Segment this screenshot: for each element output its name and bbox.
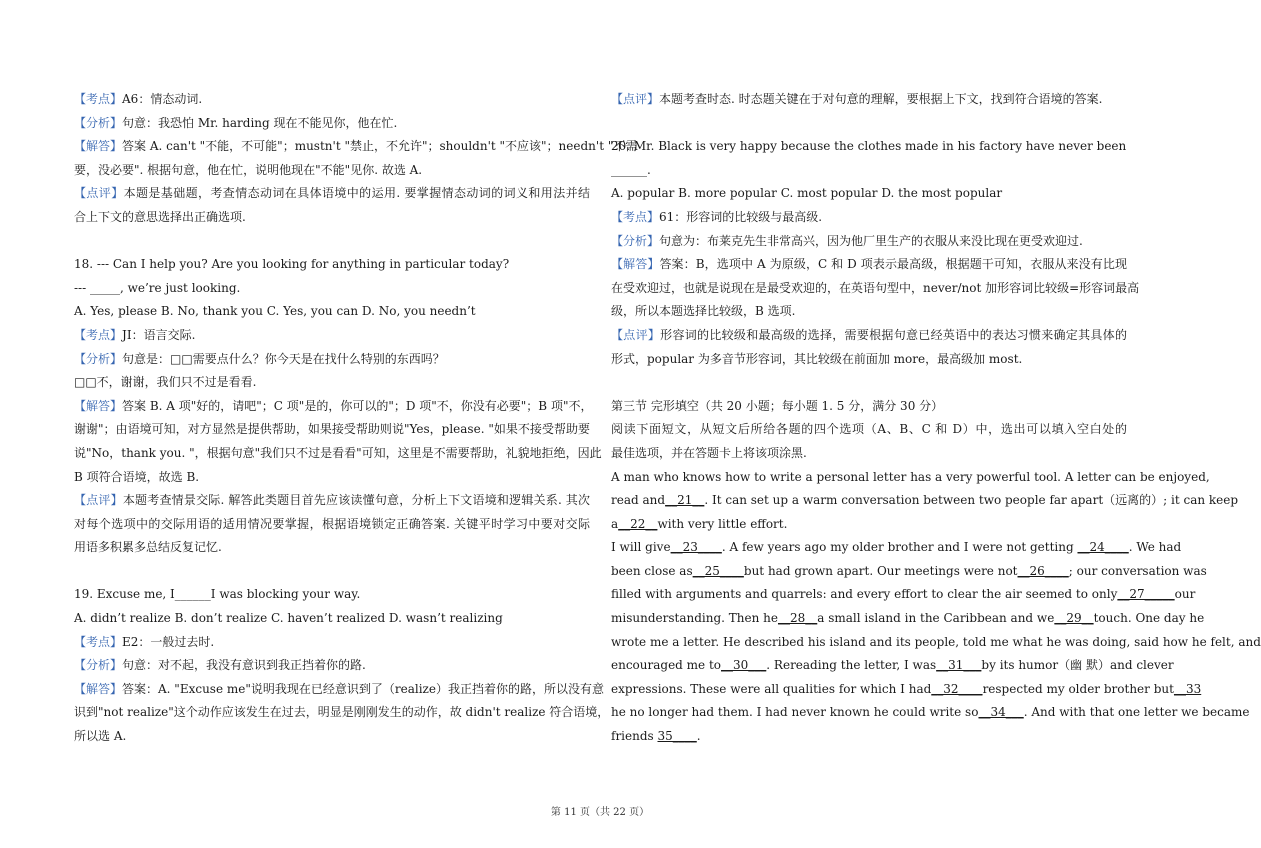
answer-blank: __23____ bbox=[670, 540, 722, 555]
text-line: 阅读下面短文，从短文后所给各题的四个选项（A、B、C 和 D）中，选出可以填入空白处的 bbox=[611, 422, 1127, 437]
section-label: 【解答】 bbox=[74, 139, 123, 154]
text-line bbox=[611, 206, 1127, 230]
section-label: 【解答】 bbox=[74, 398, 123, 413]
text-line bbox=[74, 654, 590, 678]
line-text: . Rereading the letter, I was bbox=[766, 658, 937, 673]
text-line: 说"No，thank you. "，根据句意"我们只不过是看看"可知，这里是不需要帮助，礼貌地拒绝，因此 bbox=[74, 445, 602, 460]
section-label: 【点评】 bbox=[611, 327, 661, 342]
line-text: . We had bbox=[1128, 540, 1182, 555]
answer-blank: __24____ bbox=[1077, 540, 1129, 555]
text-line: B 项符合语境，故选 B. bbox=[74, 469, 200, 484]
line-text: A6：情态动词. bbox=[122, 92, 203, 106]
answer-blank: 35____ bbox=[657, 729, 697, 744]
line-text: respected my older brother but bbox=[982, 681, 1174, 696]
line-text: 句意：我恐怕 Mr. harding 现在不能见你，他在忙. bbox=[122, 115, 398, 130]
line-text: touch. One day he bbox=[1093, 611, 1205, 626]
text-line bbox=[611, 513, 1127, 537]
line-text: . bbox=[696, 729, 701, 744]
text-line: 要，没必要". 根据句意，他在忙，说明他现在"不能"见你. 故选 A. bbox=[74, 162, 423, 177]
line-text: ; our conversation was bbox=[1068, 563, 1207, 578]
text-line: 在受欢迎过，也就是说现在是最受欢迎的，在英语句型中，never/not 加形容词比较级=形容词最高 bbox=[611, 280, 1140, 295]
line-text: expressions. These were all qualities for which I had bbox=[611, 681, 932, 696]
answer-blank: __26____ bbox=[1017, 563, 1069, 578]
text-line bbox=[74, 348, 590, 372]
answer-blank: __25____ bbox=[692, 563, 744, 578]
right-column bbox=[611, 88, 1261, 749]
text-line bbox=[611, 701, 1250, 725]
text-line: A man who knows how to write a personal letter has a very powerful tool. A letter can be enjoyed, bbox=[611, 469, 1210, 484]
page-footer: 第 11 页（共 22 页） bbox=[550, 807, 650, 818]
section-label: 【分析】 bbox=[74, 115, 123, 130]
text-line: 所以选 A. bbox=[74, 729, 127, 744]
text-line bbox=[74, 182, 590, 206]
section-label: 【点评】 bbox=[611, 92, 660, 106]
text-line bbox=[74, 324, 590, 348]
line-text: our bbox=[1174, 587, 1196, 602]
text-line: 形式，popular 为多音节形容词，其比较级在前面加 more，最高级加 most. bbox=[611, 351, 1023, 366]
text-line: 级，所以本题选择比较级，B 选项. bbox=[611, 304, 796, 319]
answer-blank: __21__ bbox=[665, 493, 705, 508]
answer-blank: __32____ bbox=[931, 681, 983, 696]
line-text: 形容词的比较级和最高级的选择，需要根据句意已经英语中的表达习惯来确定其具体的 bbox=[660, 327, 1127, 342]
section-label: 【考点】 bbox=[74, 634, 123, 649]
text-line: 最佳选项，并在答题卡上将该项涂黑. bbox=[611, 445, 807, 460]
line-text: . And with that one letter we became bbox=[1023, 705, 1250, 720]
line-text: by its humor（幽 默）and clever bbox=[981, 658, 1174, 673]
text-line bbox=[611, 230, 1127, 254]
text-line: A. popular B. more popular C. most popular D. the most popular bbox=[611, 186, 1003, 201]
answer-blank: __27_____ bbox=[1117, 587, 1175, 602]
line-text: I will give bbox=[611, 540, 671, 555]
line-text: . It can set up a warm conversation between two people far apart（远离的）; it can keep bbox=[704, 493, 1239, 508]
answer-blank: __31___ bbox=[936, 658, 982, 673]
line-text: 句意为：布莱克先生非常高兴，因为他厂里生产的衣服从来没比现在更受欢迎过. bbox=[659, 233, 1083, 248]
text-line bbox=[74, 489, 590, 513]
text-line bbox=[611, 489, 1239, 513]
blank-line bbox=[611, 371, 1127, 395]
text-line bbox=[74, 395, 593, 419]
text-line bbox=[611, 654, 1174, 678]
line-text: read and bbox=[611, 493, 666, 508]
line-text: 本题是基础题，考查情态动词在具体语境中的运用. 要掌握情态动词的词义和用法并结 bbox=[123, 186, 590, 201]
text-line: ______. bbox=[611, 162, 651, 177]
section-label: 【点评】 bbox=[74, 186, 124, 201]
text-line bbox=[74, 135, 638, 159]
blank-line bbox=[74, 560, 590, 584]
line-text: but had grown apart. Our meetings were not bbox=[743, 563, 1018, 578]
line-text: 答案 A. can't "不能，不可能"；mustn't "禁止，不允许"；shouldn't "不应该"；needn't "不需 bbox=[122, 139, 638, 154]
text-line bbox=[611, 725, 1127, 749]
section-label: 【解答】 bbox=[611, 257, 660, 272]
text-line: --- _____, we’re just looking. bbox=[74, 280, 241, 295]
text-line: 19. Excuse me, I______I was blocking your way. bbox=[74, 587, 361, 602]
blank-line bbox=[611, 112, 1127, 136]
line-text: 61：形容词的比较级与最高级. bbox=[659, 209, 823, 224]
answer-blank: __22__ bbox=[618, 516, 658, 531]
text-line bbox=[611, 88, 1127, 112]
section-label: 【考点】 bbox=[74, 92, 123, 106]
text-line: wrote me a letter. He described his island and its people, told me what he was doing, said how he felt, and bbox=[611, 634, 1261, 649]
line-text: 句意：对不起，我没有意识到我正挡着你的路. bbox=[122, 658, 366, 673]
answer-blank: __34___ bbox=[978, 705, 1024, 720]
line-text: with very little effort. bbox=[657, 516, 788, 531]
answer-blank: __30___ bbox=[721, 658, 767, 673]
text-line bbox=[611, 560, 1207, 584]
text-line bbox=[74, 678, 604, 702]
line-text: 本题考查时态. 时态题关键在于对句意的理解，要根据上下文，找到符合语境的答案. bbox=[659, 92, 1103, 106]
text-line: 18. --- Can I help you? Are you looking for anything in particular today? bbox=[74, 257, 510, 272]
text-line: 对每个选项中的交际用语的适用情况要掌握，根据语境锁定正确答案. 关键平时学习中要对交际 bbox=[74, 516, 590, 531]
line-text: misunderstanding. Then he bbox=[611, 611, 778, 626]
line-text: 答案：B，选项中 A 为原级，C 和 D 项表示最高级，根据题干可知，衣服从来没有比现 bbox=[659, 257, 1127, 272]
section-label: 【分析】 bbox=[611, 233, 660, 248]
section-label: 【点评】 bbox=[74, 493, 123, 508]
line-text: a small island in the Caribbean and we bbox=[817, 611, 1055, 626]
text-line: 第三节 完形填空（共 20 小题；每小题 1. 5 分，满分 30 分） bbox=[611, 398, 944, 413]
text-line: 20. Mr. Black is very happy because the clothes made in his factory have never been bbox=[611, 139, 1127, 154]
line-text: 答案 B. A 项"好的，请吧"；C 项"是的，你可以的"；D 项"不，你没有必要"；B 项"不， bbox=[122, 398, 593, 413]
text-line: 谢谢"；由语境可知，对方显然是提供帮助，如果接受帮助则说"Yes，please. "如果不接受帮助要 bbox=[74, 422, 590, 437]
blank-line bbox=[74, 230, 590, 254]
text-line: □□不，谢谢，我们只不过是看看. bbox=[74, 375, 257, 390]
text-line: 用语多积累多总结反复记忆. bbox=[74, 540, 222, 555]
line-text: encouraged me to bbox=[611, 658, 722, 673]
text-line bbox=[611, 324, 1127, 348]
answer-blank: __29__ bbox=[1054, 611, 1094, 626]
text-line: 识到"not realize"这个动作应该发生在过去，明显是刚刚发生的动作，故 didn't realize 符合语境， bbox=[74, 705, 610, 720]
section-label: 【分析】 bbox=[74, 351, 123, 366]
text-line bbox=[611, 253, 1127, 277]
text-line: 合上下文的意思选择出正确选项. bbox=[74, 209, 246, 224]
section-label: 【分析】 bbox=[74, 658, 123, 673]
line-text: 本题考查情景交际. 解答此类题目首先应该读懂句意，分析上下文语境和逻辑关系. 其次 bbox=[122, 493, 590, 508]
section-label: 【解答】 bbox=[74, 681, 123, 696]
line-text: been close as bbox=[611, 563, 693, 578]
answer-blank: __33 bbox=[1173, 681, 1202, 696]
line-text: he no longer had them. I had never known he could write so bbox=[611, 705, 979, 720]
text-line bbox=[74, 631, 590, 655]
text-line bbox=[74, 88, 590, 112]
line-text: JI：语言交际. bbox=[122, 327, 196, 342]
text-line bbox=[74, 112, 590, 136]
text-line: A. Yes, please B. No, thank you C. Yes, you can D. No, you needn’t bbox=[74, 304, 476, 319]
line-text: 答案：A. "Excuse me"说明我现在已经意识到了（realize）我正挡着你的路，所以没有意 bbox=[122, 681, 604, 696]
text-line bbox=[611, 607, 1205, 631]
section-label: 【考点】 bbox=[611, 209, 660, 224]
text-line: A. didn’t realize B. don’t realize C. haven’t realized D. wasn’t realizing bbox=[74, 611, 503, 626]
section-label: 【考点】 bbox=[74, 327, 123, 342]
answer-blank: __28__ bbox=[777, 611, 818, 626]
text-line bbox=[611, 678, 1202, 702]
line-text: 句意是：□□需要点什么？你今天是在找什么特别的东西吗？ bbox=[122, 351, 445, 366]
line-text: a bbox=[611, 516, 619, 531]
line-text: . A few years ago my older brother and I were not getting bbox=[721, 540, 1078, 555]
text-line bbox=[611, 583, 1196, 607]
line-text: E2：一般过去时. bbox=[122, 634, 215, 649]
text-line bbox=[611, 536, 1182, 560]
line-text: filled with arguments and quarrels: and every effort to clear the air seemed to only bbox=[611, 587, 1118, 602]
line-text: friends bbox=[611, 729, 658, 744]
